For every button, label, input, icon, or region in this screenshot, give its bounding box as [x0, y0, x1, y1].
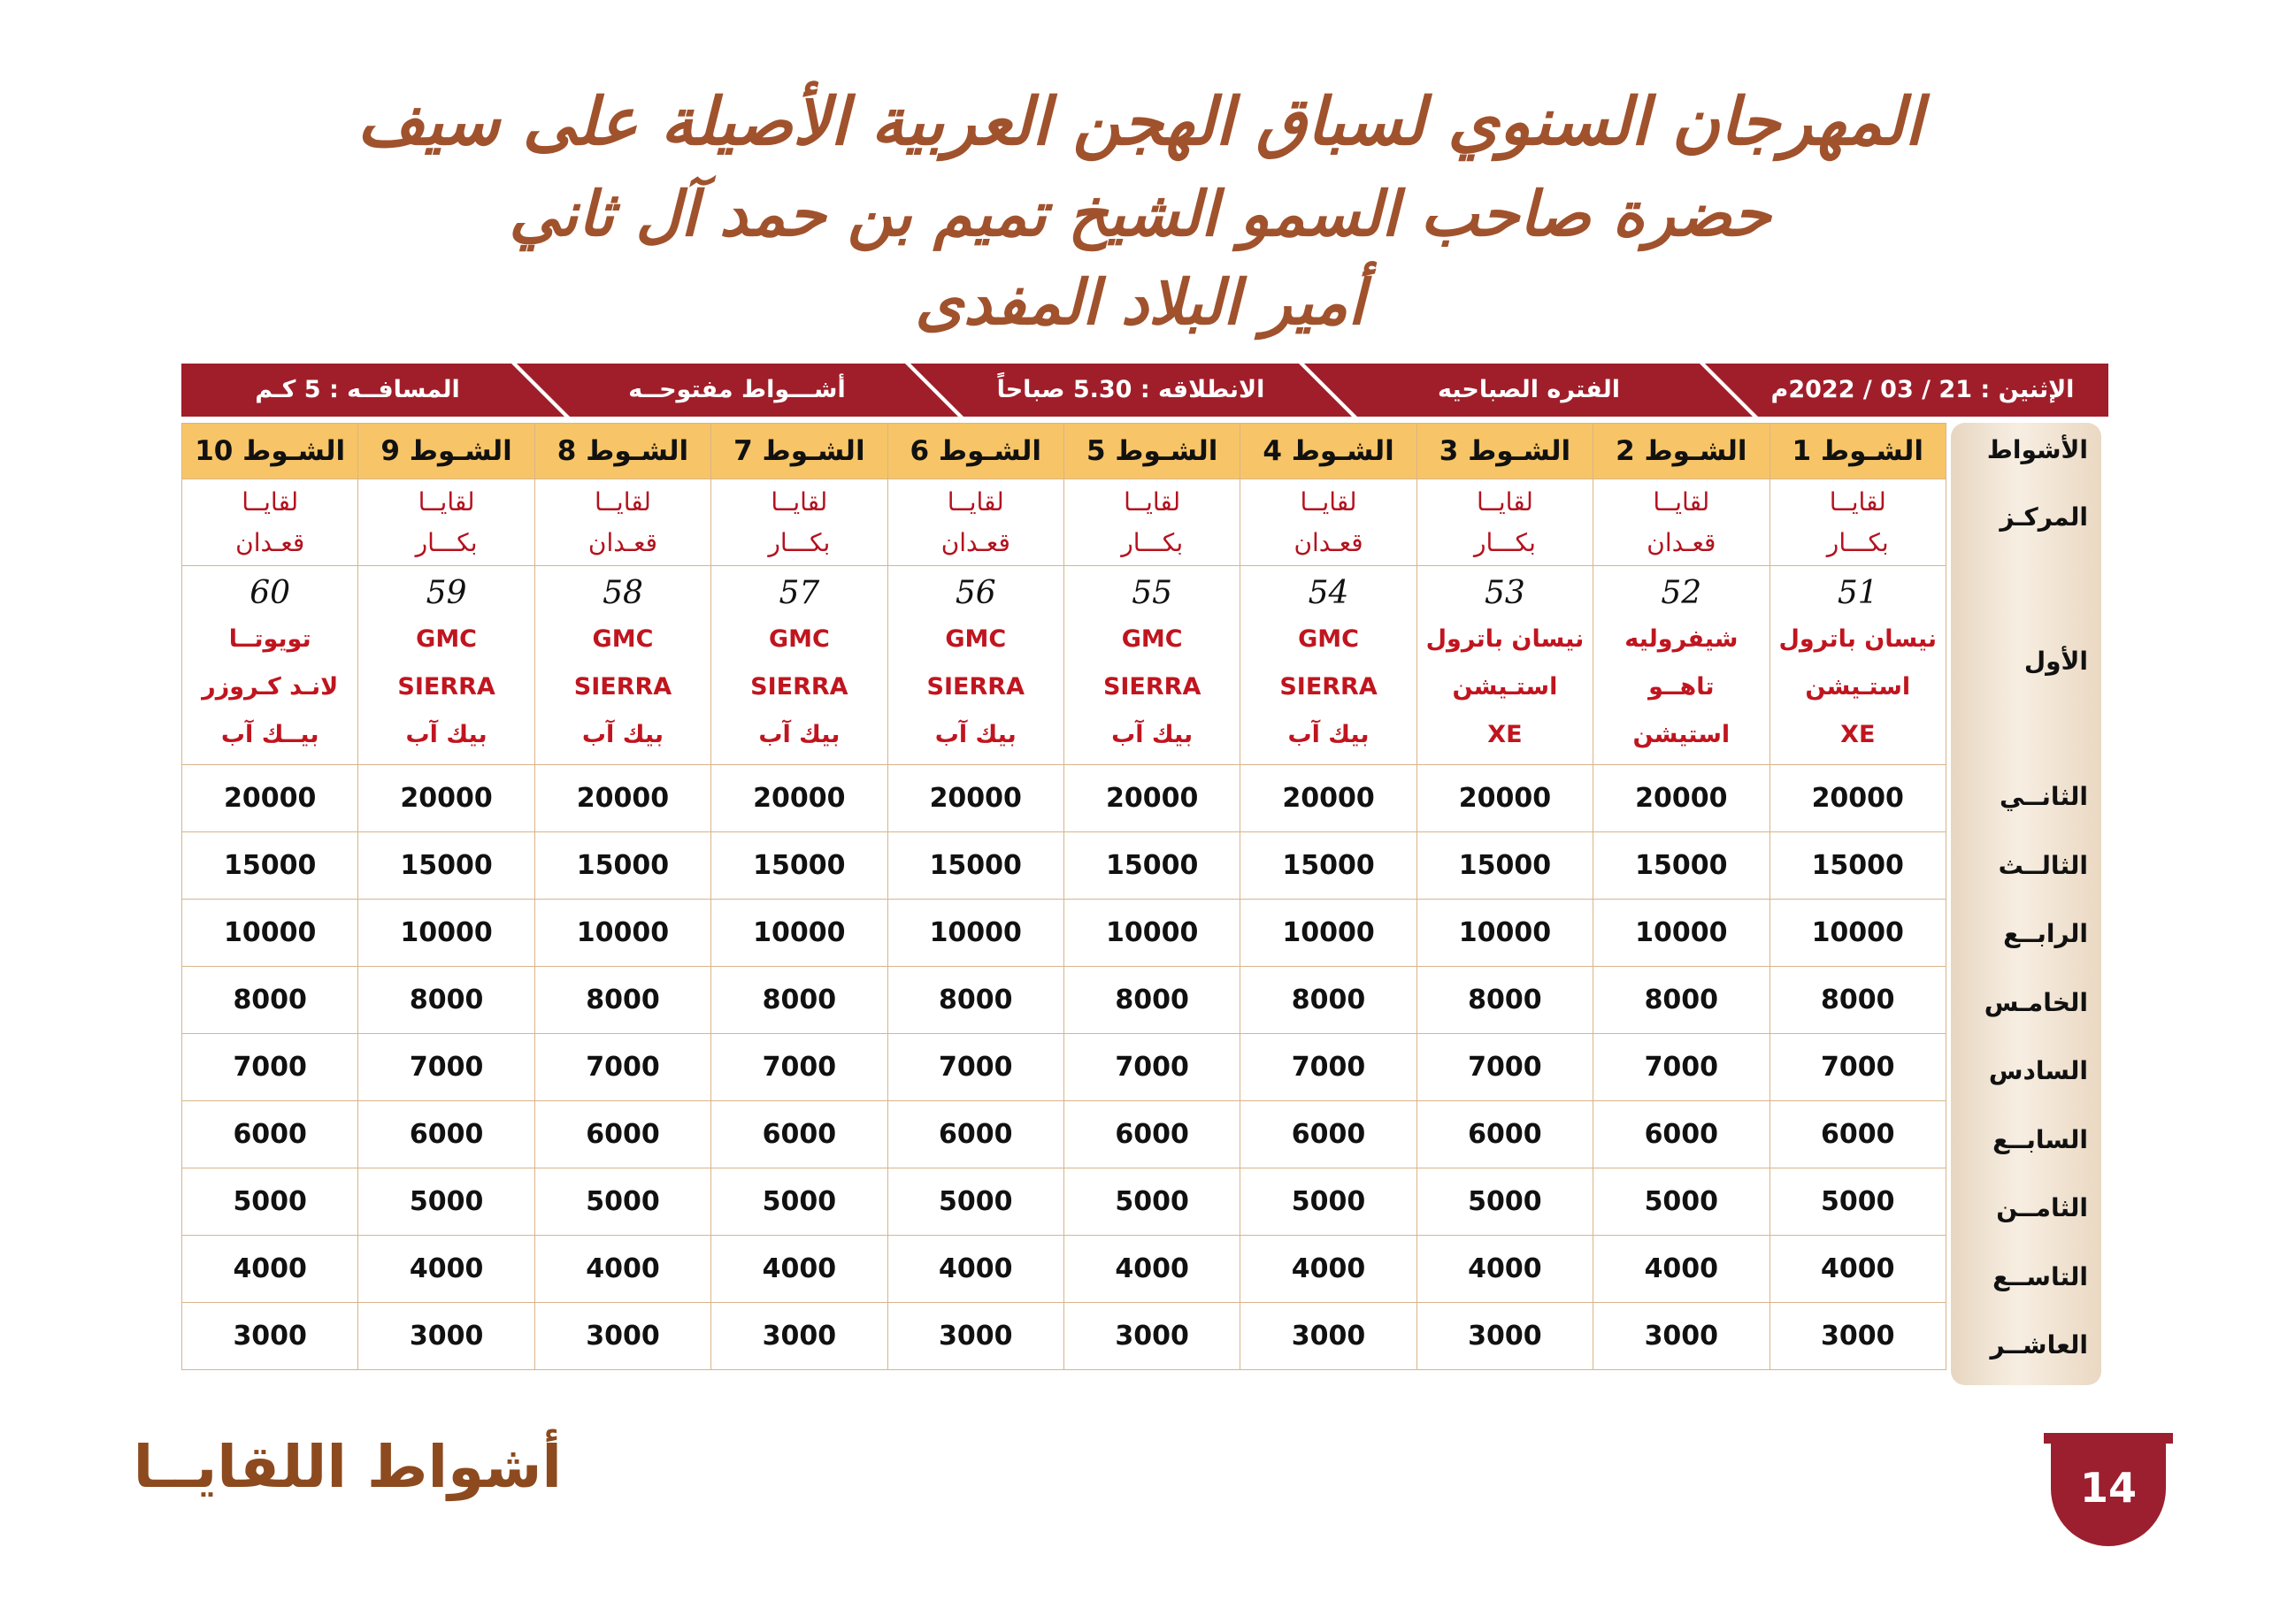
prize-cell: 20000	[534, 765, 710, 832]
center-category: لقايــا	[594, 486, 651, 517]
sixth-prize-row	[182, 1034, 1946, 1101]
first-prize-cell	[1063, 566, 1240, 765]
first-prize-cell	[1769, 566, 1946, 765]
first-prize-row	[182, 566, 1946, 765]
round-header-row	[182, 424, 1946, 479]
car-model: SIERRA	[573, 673, 672, 701]
car-type: استيشن	[1632, 721, 1731, 748]
car-type: بيك آب	[758, 721, 841, 748]
round-header: الشـوط 4	[1240, 424, 1416, 479]
car-type: بيك آب	[581, 721, 664, 748]
prize-cell: 3000	[1769, 1303, 1946, 1370]
prize-number: 58	[603, 575, 643, 611]
car-type: بيك آب	[1111, 721, 1194, 748]
prize-cell: 20000	[358, 765, 534, 832]
prize-cell: 8000	[1416, 967, 1593, 1034]
center-type: بكـــار	[768, 527, 831, 557]
prize-number: 53	[1485, 575, 1525, 611]
center-type: بكـــار	[1121, 527, 1184, 557]
center-cell	[1063, 479, 1240, 566]
prize-cell: 6000	[1063, 1101, 1240, 1168]
center-cell	[711, 479, 887, 566]
round-header: الشـوط 5	[1063, 424, 1240, 479]
prize-cell: 3000	[1593, 1303, 1769, 1370]
car-model: SIERRA	[750, 673, 848, 701]
prize-cell: 3000	[534, 1303, 710, 1370]
prize-cell: 6000	[534, 1101, 710, 1168]
prize-cell: 20000	[711, 765, 887, 832]
center-type: قعـدان	[587, 527, 658, 557]
car-model: SIERRA	[397, 673, 495, 701]
center-cell	[358, 479, 534, 566]
car-type: بيــك آب	[220, 721, 319, 748]
prize-cell: 8000	[887, 967, 1063, 1034]
car-model: SIERRA	[926, 673, 1025, 701]
prize-cell: 15000	[1063, 832, 1240, 900]
center-category: لقايــا	[771, 486, 828, 517]
heading-line-1: المهرجان السنوي لسباق الهجن العربية الأصيلة على سيف	[357, 84, 1923, 160]
prize-number: 52	[1661, 575, 1702, 611]
prize-cell: 15000	[1769, 832, 1946, 900]
row-label-column	[1951, 423, 2101, 1385]
prize-cell: 10000	[1240, 900, 1416, 967]
car-model: تاهــو	[1648, 673, 1715, 701]
car-type: بيك آب	[934, 721, 1017, 748]
prize-cell: 8000	[1593, 967, 1769, 1034]
center-cell	[1593, 479, 1769, 566]
fourth-prize-row	[182, 900, 1946, 967]
third-prize-row	[182, 832, 1946, 900]
tenth-prize-row	[182, 1303, 1946, 1370]
prize-number: 60	[249, 575, 291, 611]
row-label-sixth: السادس	[1988, 1056, 2088, 1085]
prize-cell: 10000	[1416, 900, 1593, 967]
car-make: GMC	[768, 625, 830, 653]
prize-cell: 5000	[182, 1168, 358, 1236]
prize-table	[181, 423, 1946, 1370]
prize-cell: 15000	[711, 832, 887, 900]
info-banner	[181, 364, 2108, 417]
round-header: الشـوط 2	[1593, 424, 1769, 479]
prize-cell: 10000	[1769, 900, 1946, 967]
car-make: GMC	[1298, 625, 1359, 653]
prize-number: 59	[426, 575, 467, 611]
center-type: بكـــار	[1826, 527, 1889, 557]
car-make: GMC	[416, 625, 478, 653]
prize-cell: 4000	[534, 1236, 710, 1303]
prize-cell: 8000	[1063, 967, 1240, 1034]
center-category: لقايــا	[1476, 486, 1533, 517]
prize-cell: 6000	[887, 1101, 1063, 1168]
center-category: لقايــا	[1829, 486, 1886, 517]
prize-cell: 20000	[887, 765, 1063, 832]
seventh-prize-row	[182, 1101, 1946, 1168]
prize-cell: 4000	[1593, 1236, 1769, 1303]
prize-cell: 3000	[182, 1303, 358, 1370]
prize-cell: 4000	[887, 1236, 1063, 1303]
prize-cell: 8000	[1769, 967, 1946, 1034]
first-prize-cell	[1240, 566, 1416, 765]
round-header: الشـوط 3	[1416, 424, 1593, 479]
car-make: شيفروليه	[1624, 625, 1739, 653]
center-cell	[887, 479, 1063, 566]
prize-cell: 10000	[887, 900, 1063, 967]
prize-cell: 20000	[182, 765, 358, 832]
prize-cell: 6000	[1593, 1101, 1769, 1168]
prize-cell: 10000	[534, 900, 710, 967]
prize-cell: 5000	[887, 1168, 1063, 1236]
prize-number: 56	[955, 575, 996, 611]
prize-cell: 20000	[1593, 765, 1769, 832]
car-make: نيسان باترول	[1425, 625, 1585, 653]
first-prize-cell	[1593, 566, 1769, 765]
banner-period: الفتره الصباحيه	[1438, 376, 1620, 403]
car-type: بيك آب	[1287, 721, 1370, 748]
prize-cell: 5000	[534, 1168, 710, 1236]
prize-cell: 6000	[711, 1101, 887, 1168]
prize-cell: 4000	[358, 1236, 534, 1303]
round-header: الشـوط 8	[534, 424, 710, 479]
prize-number: 55	[1132, 575, 1173, 611]
prize-cell: 15000	[358, 832, 534, 900]
car-model: SIERRA	[1102, 673, 1201, 701]
round-header: الشـوط 7	[711, 424, 887, 479]
prize-cell: 4000	[1416, 1236, 1593, 1303]
eighth-prize-row	[182, 1168, 1946, 1236]
prize-cell: 3000	[358, 1303, 534, 1370]
center-cell	[182, 479, 358, 566]
car-type: بيك آب	[405, 721, 487, 748]
prize-cell: 5000	[1416, 1168, 1593, 1236]
prize-cell: 15000	[887, 832, 1063, 900]
car-make: GMC	[592, 625, 654, 653]
car-make: GMC	[945, 625, 1007, 653]
first-prize-cell	[887, 566, 1063, 765]
prize-number: 51	[1837, 575, 1878, 611]
row-label-fifth: الخامـس	[1984, 988, 2088, 1017]
prize-cell: 6000	[182, 1101, 358, 1168]
banner-rounds-type: أشـــواط مفتوحــه	[628, 376, 846, 403]
prize-cell: 15000	[1416, 832, 1593, 900]
first-prize-cell	[358, 566, 534, 765]
banner-distance: المسافــه : 5 كـم	[255, 376, 460, 403]
prize-cell: 5000	[358, 1168, 534, 1236]
center-cell	[1769, 479, 1946, 566]
center-type: قعـدان	[1647, 527, 1716, 557]
banner-date: الإثنين : 21 / 03 / 2022م	[1770, 376, 2075, 403]
row-label-ninth: التاســع	[1992, 1262, 2088, 1291]
prize-cell: 7000	[182, 1034, 358, 1101]
prize-cell: 3000	[1416, 1303, 1593, 1370]
prize-cell: 3000	[711, 1303, 887, 1370]
car-model: SIERRA	[1279, 673, 1378, 701]
row-label-seventh: السابــع	[1992, 1125, 2088, 1154]
prize-cell: 6000	[1769, 1101, 1946, 1168]
prize-cell: 20000	[1240, 765, 1416, 832]
prize-cell: 7000	[711, 1034, 887, 1101]
car-make: GMC	[1121, 625, 1183, 653]
prize-cell: 10000	[358, 900, 534, 967]
car-model: استـيشن	[1805, 673, 1911, 701]
car-make: تويوتــا	[228, 625, 311, 653]
prize-cell: 15000	[1240, 832, 1416, 900]
prize-cell: 3000	[1063, 1303, 1240, 1370]
center-category: لقايــا	[1124, 486, 1181, 517]
prize-cell: 7000	[534, 1034, 710, 1101]
car-model: استـيشن	[1452, 673, 1558, 701]
first-prize-cell	[534, 566, 710, 765]
center-row	[182, 479, 1946, 566]
prize-cell: 10000	[1063, 900, 1240, 967]
heading-line-3: أمير البلاد المفدى	[915, 265, 1365, 339]
prize-cell: 10000	[711, 900, 887, 967]
center-category: لقايــا	[1653, 486, 1710, 517]
page-number: 14	[2079, 1464, 2137, 1512]
section-title: أشواط اللقايــا	[133, 1433, 562, 1501]
prize-cell: 8000	[534, 967, 710, 1034]
prize-cell: 5000	[1593, 1168, 1769, 1236]
prize-cell: 6000	[358, 1101, 534, 1168]
prize-number: 57	[779, 575, 820, 611]
prize-cell: 5000	[711, 1168, 887, 1236]
center-category: لقايــا	[1300, 486, 1357, 517]
prize-cell: 20000	[1063, 765, 1240, 832]
car-model: لانـد كـروزر	[202, 673, 339, 701]
prize-cell: 10000	[1593, 900, 1769, 967]
prize-cell: 4000	[711, 1236, 887, 1303]
row-label-fourth: الرابــع	[2003, 919, 2088, 948]
prize-cell: 8000	[711, 967, 887, 1034]
prize-cell: 4000	[1063, 1236, 1240, 1303]
row-label-second: الثانــي	[1999, 782, 2088, 811]
first-prize-cell	[1416, 566, 1593, 765]
fifth-prize-row	[182, 967, 1946, 1034]
prize-cell: 7000	[358, 1034, 534, 1101]
prize-cell: 7000	[1063, 1034, 1240, 1101]
center-cell	[1240, 479, 1416, 566]
prize-cell: 6000	[1240, 1101, 1416, 1168]
round-header: الشـوط 1	[1769, 424, 1946, 479]
prize-cell: 5000	[1769, 1168, 1946, 1236]
center-cell	[534, 479, 710, 566]
prize-cell: 5000	[1240, 1168, 1416, 1236]
round-header: الشـوط 9	[358, 424, 534, 479]
prize-cell: 7000	[1240, 1034, 1416, 1101]
prize-cell: 15000	[534, 832, 710, 900]
prize-cell: 8000	[1240, 967, 1416, 1034]
prize-cell: 7000	[1416, 1034, 1593, 1101]
prize-cell: 20000	[1416, 765, 1593, 832]
ninth-prize-row	[182, 1236, 1946, 1303]
row-label-first: الأول	[2023, 647, 2088, 676]
first-prize-cell	[711, 566, 887, 765]
round-header: الشـوط 6	[887, 424, 1063, 479]
prize-cell: 7000	[887, 1034, 1063, 1101]
prize-cell: 10000	[182, 900, 358, 967]
prize-cell: 3000	[887, 1303, 1063, 1370]
center-type: قعـدان	[940, 527, 1010, 557]
prize-cell: 20000	[1769, 765, 1946, 832]
car-make: نيسان باترول	[1778, 625, 1938, 653]
car-type: XE	[1487, 721, 1523, 748]
prize-number: 54	[1308, 575, 1349, 611]
prize-cell: 15000	[182, 832, 358, 900]
prize-cell: 8000	[358, 967, 534, 1034]
second-prize-row	[182, 765, 1946, 832]
center-type: قعـدان	[1294, 527, 1363, 557]
row-label-rounds: الأشواط	[1986, 435, 2088, 464]
prize-cell: 4000	[182, 1236, 358, 1303]
prize-cell: 8000	[182, 967, 358, 1034]
prize-cell: 7000	[1769, 1034, 1946, 1101]
center-category: لقايــا	[418, 486, 475, 517]
prize-cell: 6000	[1416, 1101, 1593, 1168]
row-label-tenth: العاشــر	[1990, 1330, 2088, 1360]
prize-cell: 5000	[1063, 1168, 1240, 1236]
center-cell	[1416, 479, 1593, 566]
car-type: XE	[1840, 721, 1876, 748]
row-label-eighth: الثامــن	[1996, 1193, 2088, 1222]
heading-line-2: حضرة صاحب السمو الشيخ تميم بن حمد آل ثاني	[509, 177, 1771, 250]
center-type: بكـــار	[415, 527, 478, 557]
center-category: لقايــا	[947, 486, 1004, 517]
round-header: الشـوط 10	[182, 424, 358, 479]
prize-cell: 7000	[1593, 1034, 1769, 1101]
prize-cell: 4000	[1240, 1236, 1416, 1303]
row-label-third: الثالــث	[1998, 851, 2088, 880]
prize-cell: 4000	[1769, 1236, 1946, 1303]
center-category: لقايــا	[242, 486, 299, 517]
banner-start-time: الانطلاقه : 5.30 صباحاً	[996, 376, 1265, 403]
center-type: قعـدان	[235, 527, 305, 557]
first-prize-cell	[182, 566, 358, 765]
row-label-center: المركـز	[2000, 502, 2088, 532]
center-type: بكـــار	[1473, 527, 1536, 557]
prize-cell: 15000	[1593, 832, 1769, 900]
prize-cell: 3000	[1240, 1303, 1416, 1370]
